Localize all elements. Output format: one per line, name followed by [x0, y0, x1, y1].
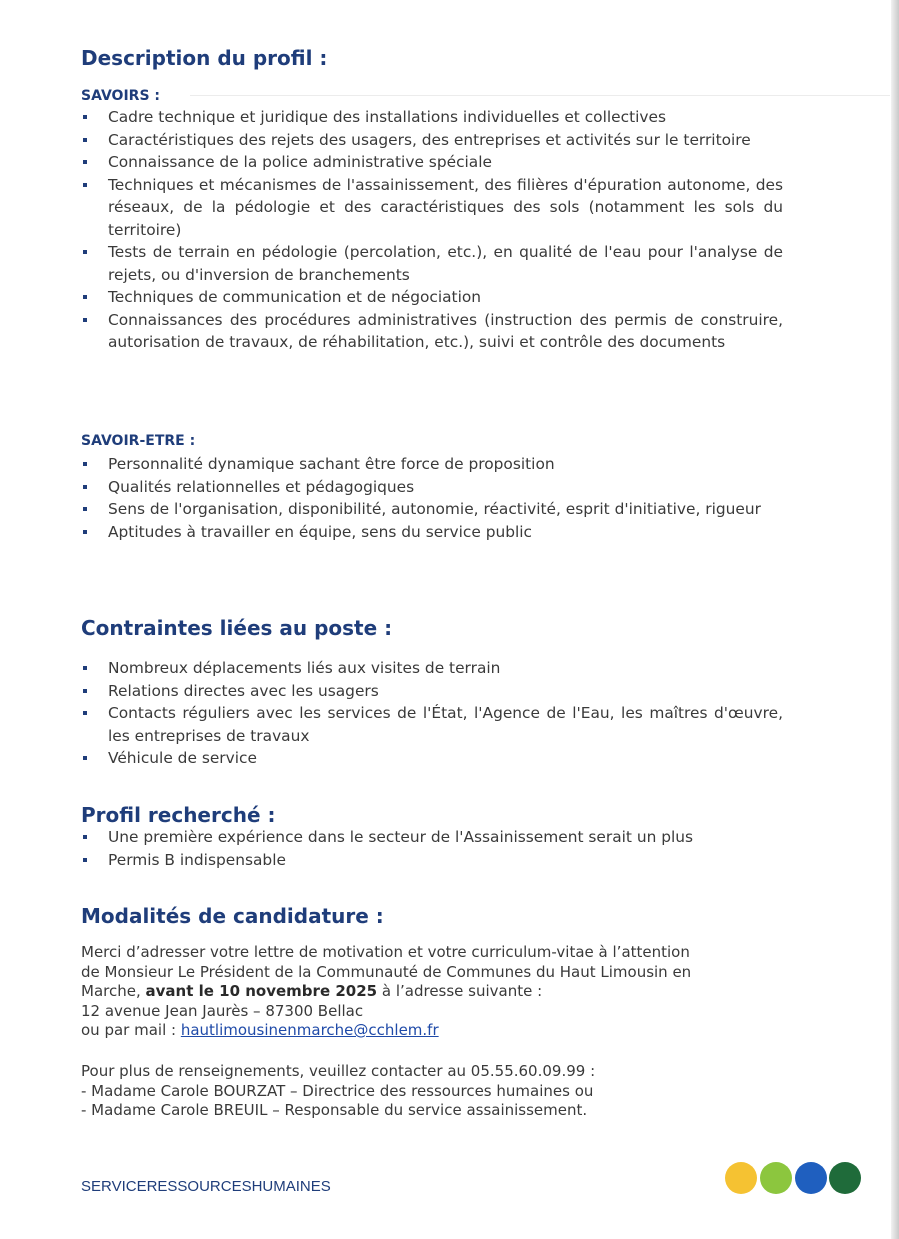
sought-profile-title: Profil recherché :: [81, 803, 276, 827]
list-item: Relations directes avec les usagers: [81, 680, 783, 703]
logo-dot-light-green: [760, 1162, 792, 1194]
list-item: Aptitudes à travailler en équipe, sens du service public: [81, 521, 783, 544]
deadline: avant le 10 novembre 2025: [145, 982, 378, 1000]
mail-line: [81, 1021, 781, 1041]
list-item: Une première expérience dans le secteur de l'Assainissement serait un plus: [81, 826, 783, 849]
list-item: Connaissance de la police administrative spéciale: [81, 151, 783, 174]
contact-intro: Pour plus de renseignements, veuillez contacter au 05.55.60.09.99 :: [81, 1062, 596, 1080]
application-text: [81, 943, 781, 1041]
deadline-prefix: Marche,: [81, 982, 141, 1000]
list-item: Nombreux déplacements liés aux visites de terrain: [81, 657, 783, 680]
mail-prefix: ou par mail :: [81, 1021, 177, 1039]
application-line-deadline: [81, 982, 781, 1002]
constraints-list: [81, 657, 783, 770]
list-item: Techniques et mécanismes de l'assainissement, des filières d'épuration autonome, des réseaux, de la pédologie et des caractéristiques des sols (notamment les sols du territoire): [81, 174, 783, 242]
list-item: Caractéristiques des rejets des usagers, des entreprises et activités sur le territoire: [81, 129, 783, 152]
application-line: de Monsieur Le Président de la Communauté de Communes du Haut Limousin en: [81, 962, 692, 981]
savoir-etre-title: SAVOIR-ETRE :: [81, 433, 196, 449]
savoir-etre-list: [81, 453, 783, 543]
email-link[interactable]: hautlimousinenmarche@cchlem.fr: [180, 1021, 439, 1039]
list-item: Tests de terrain en pédologie (percolation, etc.), en qualité de l'eau pour l'analyse de rejets, ou d'inversion de branchements: [81, 241, 783, 286]
list-item: Techniques de communication et de négociation: [81, 286, 783, 309]
list-item: Personnalité dynamique sachant être force de proposition: [81, 453, 783, 476]
contact-line: - Madame Carole BREUIL – Responsable du service assainissement.: [81, 1101, 588, 1119]
contact-line: - Madame Carole BOURZAT – Directrice des ressources humaines ou: [81, 1081, 594, 1100]
list-item: Contacts réguliers avec les services de l'État, l'Agence de l'Eau, les maîtres d'œuvre, les entreprises de travaux: [81, 702, 783, 747]
list-item: Qualités relationnelles et pédagogiques: [81, 476, 783, 499]
sought-profile-list: [81, 826, 783, 871]
list-item: Permis B indispensable: [81, 849, 783, 872]
profile-title: Description du profil :: [81, 46, 328, 70]
address: 12 avenue Jean Jaurès – 87300 Bellac: [81, 1001, 364, 1020]
constraints-title: Contraintes liées au poste :: [81, 616, 393, 640]
footer-service: SERVICERESSOURCESHUMAINES: [81, 1178, 331, 1195]
savoirs-list: [81, 106, 783, 354]
contact-text: [81, 1062, 781, 1121]
list-item: Cadre technique et juridique des installations individuelles et collectives: [81, 106, 783, 129]
application-title: Modalités de candidature :: [81, 904, 384, 928]
logo-dot-yellow: [725, 1162, 757, 1194]
logo-dots: [725, 1162, 865, 1196]
deadline-suffix: à l’adresse suivante :: [381, 982, 543, 1000]
list-item: Sens de l'organisation, disponibilité, autonomie, réactivité, esprit d'initiative, rigueur: [81, 498, 783, 521]
savoirs-title: SAVOIRS :: [81, 88, 161, 104]
list-item: Connaissances des procédures administratives (instruction des permis de construire, autorisation de travaux, de réhabilitation, etc.), suivi et contrôle des documents: [81, 309, 783, 354]
list-item: Véhicule de service: [81, 747, 783, 770]
application-line: Merci d’adresser votre lettre de motivation et votre curriculum-vitae à l’attention: [81, 943, 690, 961]
logo-dot-blue: [795, 1162, 827, 1194]
logo-dot-dark-green: [829, 1162, 861, 1194]
